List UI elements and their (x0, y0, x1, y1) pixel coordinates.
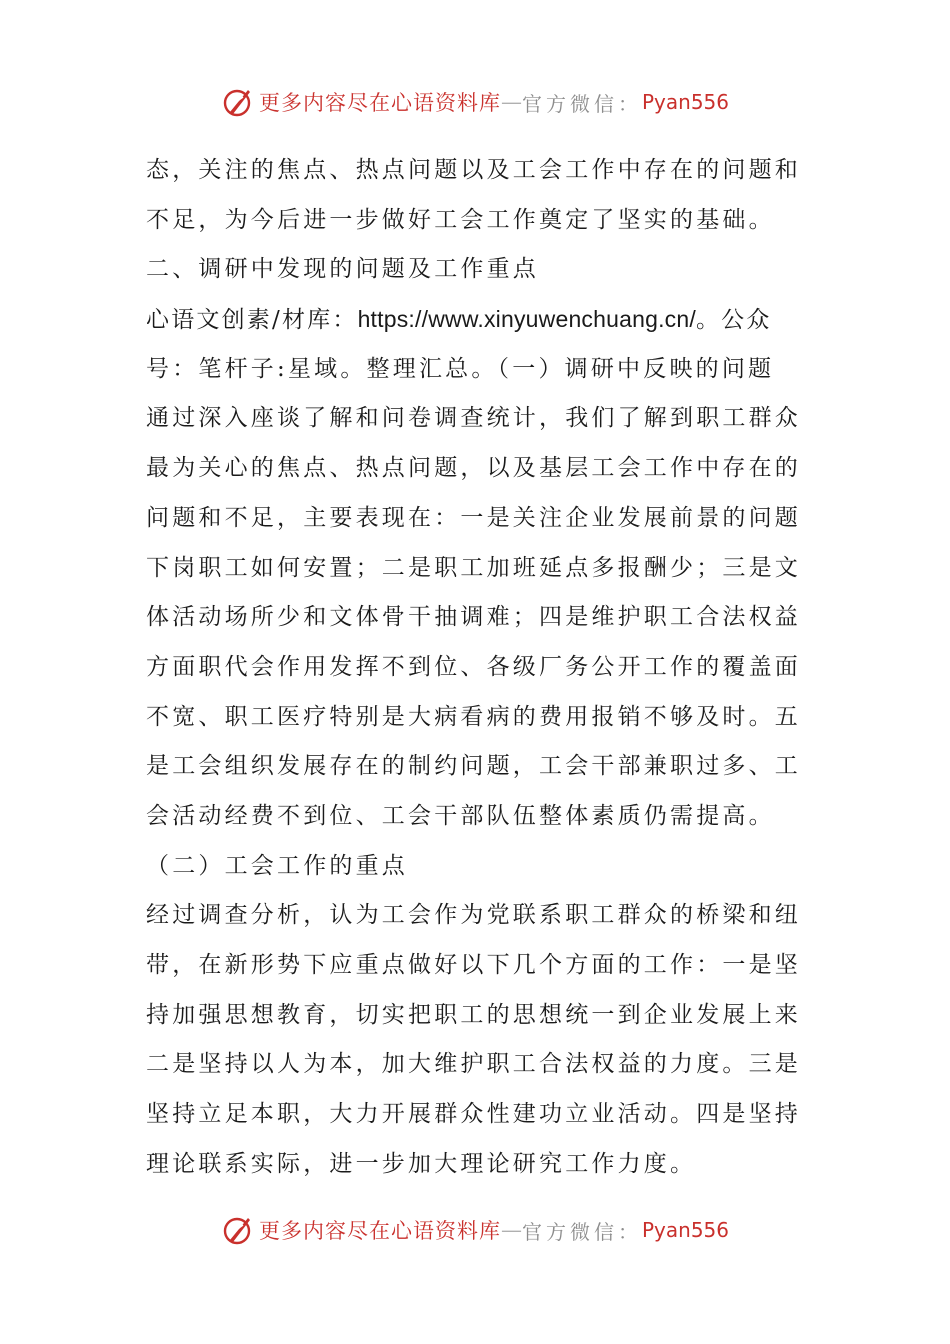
section-heading: （二）工会工作的重点 (146, 852, 408, 879)
body-line: 态，关注的焦点、热点问题以及工会工作中存在的问题和 (146, 157, 801, 183)
source-suffix: 。公众 (695, 307, 772, 334)
official-wechat-label: 官方微信： (521, 1219, 642, 1244)
wechat-id: Pyan556 (641, 1218, 729, 1242)
header-watermark-banner (0, 80, 950, 124)
official-wechat-label: 官方微信： (521, 91, 642, 116)
quill-pen-logo-icon (221, 85, 255, 119)
body-line: 持加强思想教育，切实把职工的思想统一到企业发展上来 (146, 1001, 801, 1028)
source-link[interactable]: https://www.xinyuwenchuang.cn/ (357, 306, 696, 333)
body-line: 体活动场所少和文体骨干抽调难；四是维护职工合法权益 (146, 604, 801, 631)
body-line: 方面职代会作用发挥不到位、各级厂务公开工作的覆盖面 (146, 653, 801, 680)
banner-dash: — (500, 1218, 522, 1242)
body-line: 最为关心的焦点、热点问题，以及基层工会工作中存在的 (146, 455, 801, 482)
body-line: 坚持立足本职，大力开展群众性建功立业活动。四是坚持 (146, 1101, 801, 1128)
body-line: 不宽、职工医疗特别是大病看病的费用报销不够及时。五 (146, 703, 801, 730)
body-line: 会活动经费不到位、工会干部队伍整体素质仍需提高。 (146, 802, 775, 829)
body-line: 不足，为今后进一步做好工会工作奠定了坚实的基础。 (146, 206, 775, 233)
body-line: 带，在新形势下应重点做好以下几个方面的工作：一是坚 (146, 952, 801, 978)
body-line: 是工会组织发展存在的制约问题，工会干部兼职过多、工 (146, 753, 801, 780)
brand-text: 更多内容尽在心语资料库 (258, 1219, 501, 1243)
body-line: 经过调查分析，认为工会作为党联系职工群众的桥梁和纽 (146, 902, 801, 929)
quill-pen-logo-icon (221, 1213, 255, 1247)
wechat-id: Pyan556 (641, 90, 729, 114)
body-line: 下岗职工如何安置；二是职工加班延点多报酬少；三是文 (146, 554, 801, 581)
document-body (146, 146, 806, 1189)
source-label: 心语文创素/材库： (146, 307, 358, 334)
body-line-with-link (146, 295, 806, 345)
banner-dash: — (500, 90, 522, 114)
body-line: 通过深入座谈了解和问卷调查统计，我们了解到职工群众 (146, 405, 801, 432)
section-heading: 二、调研中发现的问题及工作重点 (146, 256, 539, 283)
body-line: 问题和不足，主要表现在：一是关注企业发展前景的问题 (146, 504, 801, 531)
body-line: 二是坚持以人为本，加大维护职工合法权益的力度。三是 (146, 1051, 801, 1078)
body-line: 号：笔杆子:星域。整理汇总。（一）调研中反映的问题 (146, 355, 775, 382)
brand-text: 更多内容尽在心语资料库 (258, 91, 501, 115)
footer-watermark-banner (0, 1208, 950, 1252)
body-line: 理论联系实际，进一步加大理论研究工作力度。 (146, 1150, 697, 1177)
